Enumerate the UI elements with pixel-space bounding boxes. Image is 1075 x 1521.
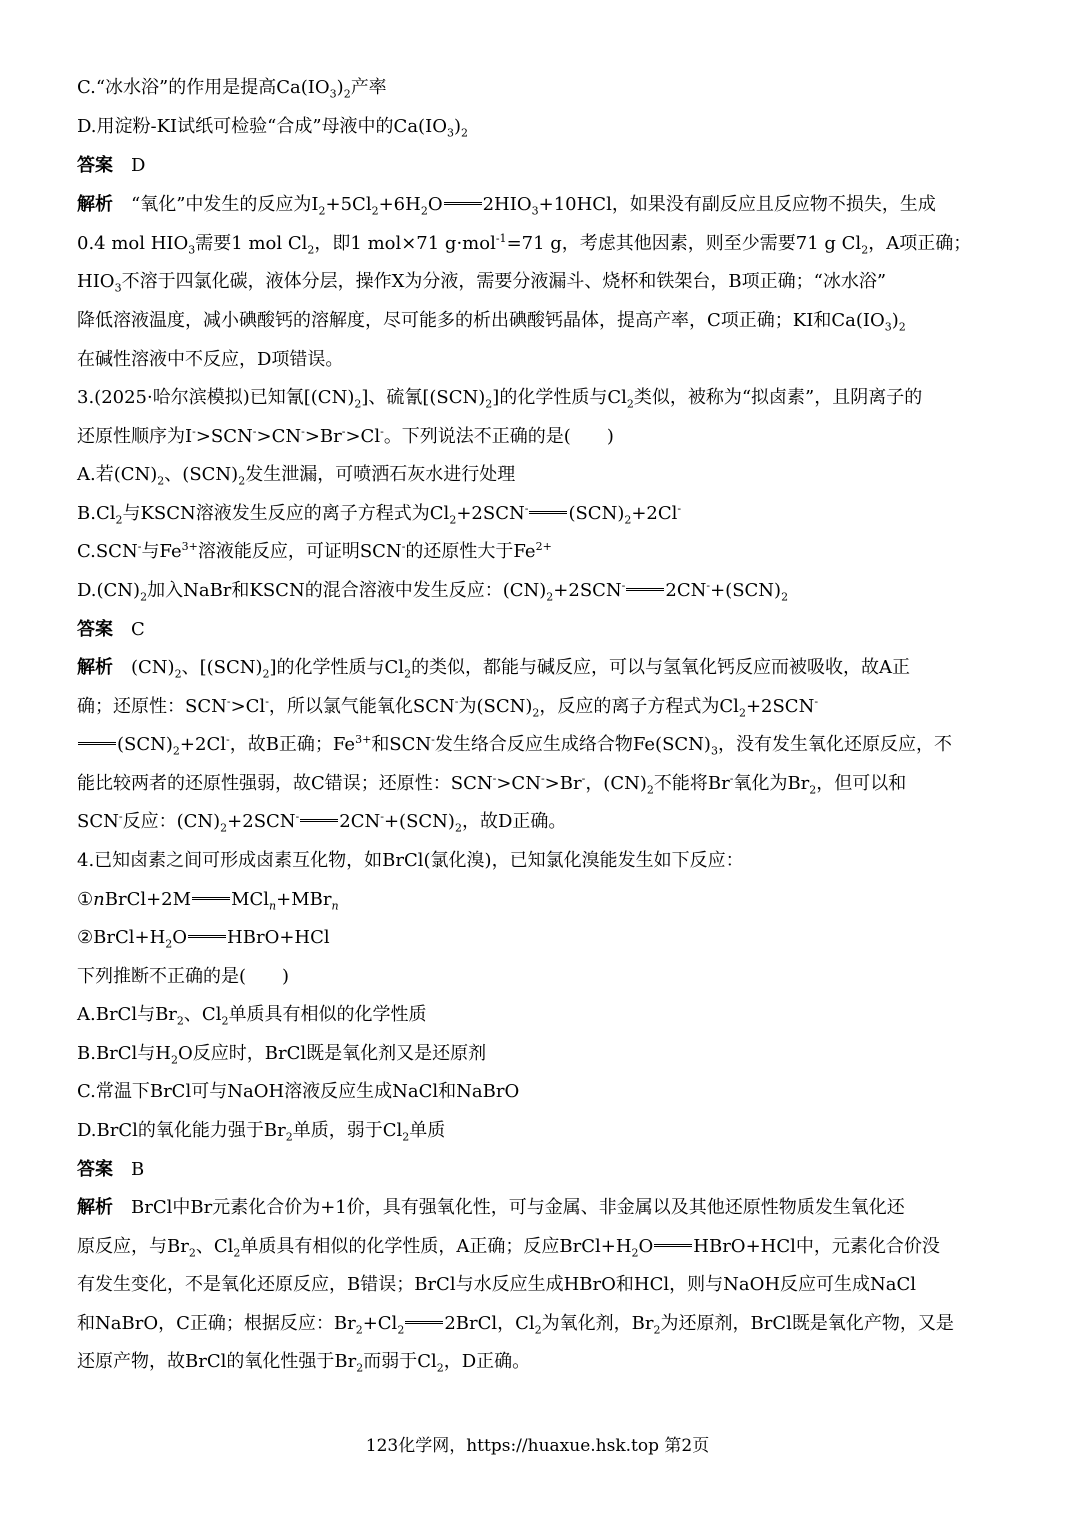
text-line: 能比较两者的还原性强弱，故C错误；还原性：SCN->CN->Br-，$(CN)_2$不能将Br-氧化为$Br_2$，但可以和 [77,772,907,797]
text-line: $(SCN)_2+2Cl^-$，故B正确；$Fe^{3+}$和SCN-发生络合反应生成络合物$Fe(SCN)_3$，没有发生氧化还原反应，不 [77,733,952,757]
text-line: A.BrCl与$Br_2$、$Cl_2$单质具有相似的化学性质 [77,1004,427,1028]
text-line: 在碱性溶液中不反应，D项错误。 [77,349,344,370]
text-line: 解析 $(CN)_2$、$[(SCN)_2]$的化学性质与$Cl_2$的类似，都能与碱反应，可以与氢氧化钙反应而被吸收，故A正 [77,657,911,681]
text-line: 还原性顺序为I->SCN->CN->Br->Cl-。下列说法不正确的是( ) [77,425,614,447]
text-line: 答案 B [77,1159,145,1180]
text-line: 3.(2025·哈尔滨模拟)已知氰$[(CN)_2]$、硫氰$[(SCN)_2]$的化学性质与$Cl_2$类似，被称为“拟卤素”，且阴离子的 [77,387,923,411]
text-line: 有发生变化，不是氧化还原反应，B错误；BrCl与水反应生成HBrO和HCl，则与NaOH反应可生成NaCl [77,1274,917,1295]
text-line: 降低溶液温度，减小碘酸钙的溶解度，尽可能多的析出碘酸钙晶体，提高产率，C项正确；KI和$Ca(IO_3)_2$ [77,310,906,334]
text-line: 下列推断不正确的是( ) [77,966,290,987]
text-line: 答案 D [77,155,146,176]
text-line: $②BrCl+H_2O$ HBrO+HCl [77,927,330,951]
text-line: 确；还原性：SCN->Cl-，所以氯气能氧化SCN-为$(SCN)_2$，反应的离子方程式为$Cl_2+2SCN^-$ [77,695,819,720]
text-line: A.若$(CN)_2$、$(SCN)_2$发生泄漏，可喷洒石灰水进行处理 [77,464,516,488]
text-line: 原反应，与$Br_2$、$Cl_2$单质具有相似的化学性质，A正确；反应$BrCl+H_2O$ HBrO+HCl中，元素化合价没 [77,1236,940,1260]
text-line: $D.(CN)_2$加入NaBr和KSCN的混合溶液中发生反应：$(CN)_2+2SCN^-$ $2CN^-+(SCN)_2$ [77,579,789,604]
text-line: D.用淀粉-KI试纸可检验“合成”母液中的$Ca(IO_3)_2$ [77,116,468,140]
page-footer: 123化学网，https://huaxue.hsk.top 第2页 [365,1436,710,1456]
text-line: SCN-反应：$(CN)_2+2SCN^-$ $2CN^-+(SCN)_2$，故D正确。 [77,810,567,835]
text-line: C.“冰水浴”的作用是提高$Ca(IO_3)_2$产率 [77,77,387,101]
text-line: C.SCN-与$Fe^{3+}$溶液能反应，可证明SCN-的还原性大于$Fe^{2+}$ [77,540,552,562]
text-line: ①nBrCl+2M MCl$_n$+MBr$_n$ [77,889,339,913]
text-line: 还原产物，故BrCl的氧化性强于$Br_2$而弱于$Cl_2$，D正确。 [77,1351,531,1375]
text-line: 解析 BrCl中Br元素化合价为+1价，具有强氧化性，可与金属、非金属以及其他还原性物质发生氧化还 [77,1197,905,1218]
text-line: C.常温下BrCl可与NaOH溶液反应生成NaCl和NaBrO [77,1081,520,1102]
text-line: $HIO_3$不溶于四氯化碳，液体分层，操作X为分液，需要分液漏斗、烧杯和铁架台，B项正确；“冰水浴” [77,271,887,295]
text-line: D.BrCl的氧化能力强于$Br_2$单质，弱于$Cl_2$单质 [77,1120,446,1144]
text-line: 0.4 mol $HIO_3$需要1 mol $Cl_2$，即1 mol×71 g·mol$^{-1}$=71 g，考虑其他因素，则至少需要71 g $Cl_2$，A项正确； [77,232,972,257]
text-line: 和NaBrO，C正确；根据反应：$Br_2+Cl_2$ 2BrCl，$Cl_2$为氧化剂，$Br_2$为还原剂，BrCl既是氧化产物，又是 [77,1313,954,1337]
text-line: 4.已知卤素之间可形成卤素互化物，如BrCl(氯化溴)，已知氯化溴能发生如下反应： [77,850,744,871]
text-line: 解析 “氧化”中发生的反应为$I_2+5Cl_2+6H_2O$ $2HIO_3+10HCl$，如果没有副反应且反应物不损失，生成 [77,194,936,218]
text-line: B.BrCl与$H_2O$反应时，BrCl既是氧化剂又是还原剂 [77,1043,487,1067]
text-line: 答案 C [77,619,145,640]
text-line: $B.Cl_2$与KSCN溶液发生反应的离子方程式为$Cl_2+2SCN^-$ $(SCN)_2+2Cl^-$ [77,502,682,527]
